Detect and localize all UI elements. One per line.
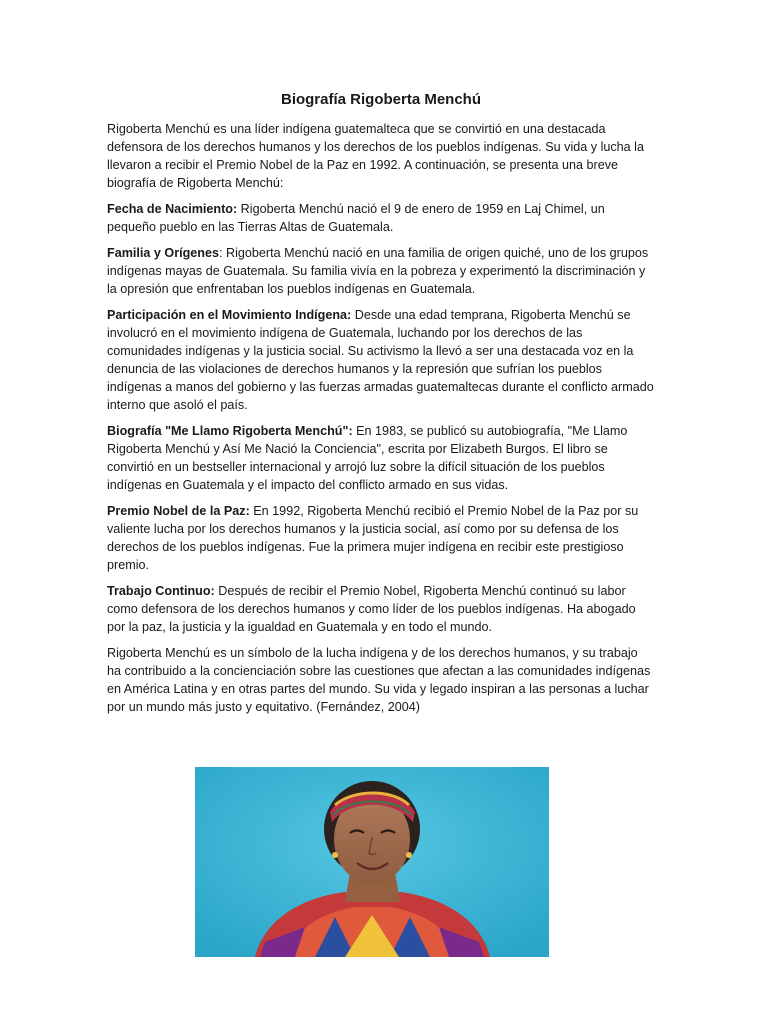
document-page xyxy=(107,90,655,724)
section-indigenous-movement xyxy=(107,306,655,414)
section-label: Biografía "Me Llamo Rigoberta Menchú": xyxy=(107,424,353,438)
section-nobel-prize xyxy=(107,502,655,574)
section-text: : Rigoberta Menchú nació en una familia de origen quiché, uno de los grupos indígenas mayas de Guatemala. Su familia vivía en la pobreza y experimentó la discriminación y la opresión que enfrentaban los pueblos indígenas en Guatemala. xyxy=(107,246,649,296)
section-family-origins xyxy=(107,244,655,298)
section-text: Desde una edad temprana, Rigoberta Menchú se involucró en el movimiento indígena de Guatemala, luchando por los derechos de las comunidades indígenas y la justicia social. Su activismo la llevó a ser una destacada voz en la denuncia de las violaciones de derechos humanos y la represión que sufrían los pueblos indígenas a manos del gobierno y las fuerzas armadas guatemaltecas durante el conflicto armado interno que asoló el país. xyxy=(107,308,654,412)
document-title: Biografía Rigoberta Menchú xyxy=(280,91,482,108)
section-label: Premio Nobel de la Paz: xyxy=(107,504,250,518)
section-text: En 1992, Rigoberta Menchú recibió el Premio Nobel de la Paz por su valiente lucha por los derechos humanos y la justicia social, así como por su defensa de los derechos de los pueblos indígenas. Fue la primera mujer indígena en recibir este prestigioso premio. xyxy=(107,504,639,572)
section-label: Participación en el Movimiento Indígena: xyxy=(107,308,352,322)
intro-paragraph: Rigoberta Menchú es una líder indígena guatemalteca que se convirtió en una destacada defensora de los derechos humanos y los derechos de los pueblos indígenas. Su vida y lucha la llevaron a recibir el Premio Nobel de la Paz en 1992. A continuación, se presenta una breve biografía de Rigoberta Menchú: xyxy=(107,122,644,190)
closing-paragraph: Rigoberta Menchú es un símbolo de la lucha indígena y de los derechos humanos, y su trabajo ha contribuido a la concienciación sobre las cuestiones que afectan a las comunidades indígenas en América Latina y en otras partes del mundo. Su vida y legado inspiran a las personas a luchar por un mundo más justo y equitativo. (Fernández, 2004) xyxy=(107,646,651,714)
section-birth-date xyxy=(107,200,655,236)
section-label: Trabajo Continuo: xyxy=(107,584,215,598)
section-text: Después de recibir el Premio Nobel, Rigoberta Menchú continuó su labor como defensora de los derechos humanos y como líder de los pueblos indígenas. Ha abogado por la paz, la justicia y la igualdad en Guatemala y en todo el mundo. xyxy=(107,584,636,634)
section-continued-work xyxy=(107,582,655,636)
portrait-illustration xyxy=(195,767,549,957)
section-autobiography xyxy=(107,422,655,494)
section-label: Fecha de Nacimiento: xyxy=(107,202,238,216)
portrait-photo xyxy=(195,767,549,957)
section-text: Rigoberta Menchú nació el 9 de enero de 1959 en Laj Chimel, un pequeño pueblo en las Tierras Altas de Guatemala. xyxy=(107,202,605,234)
section-label: Familia y Orígenes xyxy=(107,246,219,260)
section-text: En 1983, se publicó su autobiografía, "Me Llamo Rigoberta Menchú y Así Me Nació la Conciencia", escrita por Elizabeth Burgos. El libro se convirtió en un bestseller internacional y arrojó luz sobre la difícil situación de los pueblos indígenas en Guatemala y el impacto del conflicto armado en sus vidas. xyxy=(107,424,628,492)
